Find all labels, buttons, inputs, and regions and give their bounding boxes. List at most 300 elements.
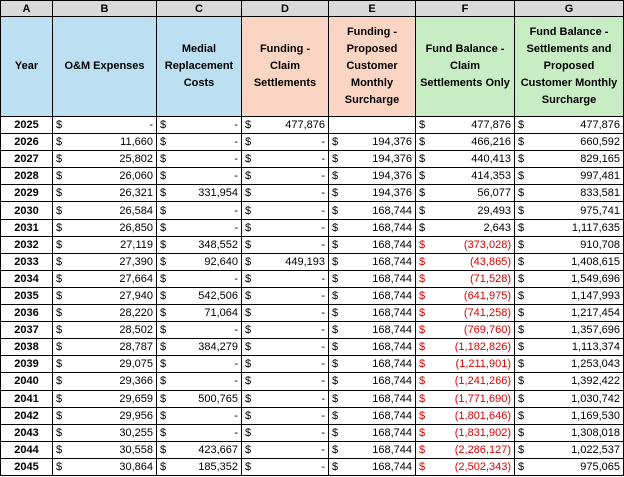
cell-funding-claim-settlements[interactable]	[242, 458, 329, 475]
currency-symbol: $	[419, 255, 426, 268]
currency-symbol: $	[419, 136, 426, 149]
cell-amount: 910,708	[580, 238, 620, 251]
cell-funding-proposed-surcharge[interactable]	[329, 390, 416, 407]
column-letter-a[interactable]: A	[1, 1, 53, 17]
cell-fund-balance-settlements-surcharge[interactable]	[515, 202, 624, 219]
cell-amount: 1,392,422	[571, 375, 620, 388]
cell-amount: 829,165	[580, 153, 620, 166]
cell-amount: 28,787	[119, 341, 153, 354]
cell-fund-balance-claim-only[interactable]	[416, 117, 515, 134]
cell-amount: 30,558	[119, 443, 153, 456]
cell-year[interactable]: 2043	[1, 424, 53, 441]
cell-amount: 477,876	[580, 119, 620, 132]
table-row	[1, 219, 624, 236]
cell-amount: 30,864	[119, 460, 153, 473]
cell-om-expenses[interactable]	[53, 356, 157, 373]
currency-symbol: $	[518, 341, 525, 354]
cell-fund-balance-claim-only[interactable]	[416, 458, 515, 475]
cell-funding-proposed-surcharge[interactable]	[329, 305, 416, 322]
cell-amount: 27,119	[120, 238, 153, 251]
currency-symbol: $	[332, 307, 339, 320]
cell-amount: -	[234, 426, 238, 439]
currency-symbol: $	[332, 324, 339, 337]
cell-fund-balance-settlements-surcharge[interactable]	[515, 390, 624, 407]
cell-fund-balance-settlements-surcharge[interactable]	[515, 322, 624, 339]
cell-om-expenses[interactable]	[53, 322, 157, 339]
cell-amount: 384,279	[198, 341, 238, 354]
currency-symbol: $	[419, 341, 426, 354]
cell-funding-claim-settlements[interactable]	[242, 219, 329, 236]
header-fund-balance-settlements-surcharge[interactable]: Fund Balance - Settlements and Proposed Customer Monthly Surcharge	[515, 17, 624, 117]
cell-amount: 2,643	[483, 221, 511, 234]
cell-funding-proposed-surcharge[interactable]	[329, 322, 416, 339]
currency-symbol: $	[160, 238, 167, 251]
cell-funding-claim-settlements[interactable]	[242, 322, 329, 339]
currency-symbol: $	[518, 307, 525, 320]
cell-om-expenses[interactable]	[53, 390, 157, 407]
cell-fund-balance-settlements-surcharge[interactable]	[515, 151, 624, 168]
cell-amount: 168,744	[372, 255, 412, 268]
cell-fund-balance-settlements-surcharge[interactable]	[515, 458, 624, 475]
currency-symbol: $	[245, 204, 252, 217]
cell-fund-balance-settlements-surcharge[interactable]	[515, 441, 624, 458]
table-row	[1, 117, 624, 134]
currency-symbol: $	[160, 221, 167, 234]
cell-amount: (1,241,266)	[454, 375, 511, 388]
cell-amount: -	[321, 170, 325, 183]
cell-om-expenses[interactable]	[53, 424, 157, 441]
table-row	[1, 339, 624, 356]
cell-medial-replacement-costs[interactable]	[157, 202, 242, 219]
cell-medial-replacement-costs[interactable]	[157, 270, 242, 287]
table-row	[1, 253, 624, 270]
cell-fund-balance-settlements-surcharge[interactable]	[515, 270, 624, 287]
cell-medial-replacement-costs[interactable]	[157, 236, 242, 253]
currency-symbol: $	[419, 153, 426, 166]
header-row	[1, 17, 624, 117]
cell-funding-claim-settlements[interactable]	[242, 441, 329, 458]
cell-fund-balance-claim-only[interactable]	[416, 322, 515, 339]
cell-funding-proposed-surcharge[interactable]	[329, 117, 416, 134]
cell-medial-replacement-costs[interactable]	[157, 305, 242, 322]
column-letter-d[interactable]: D	[242, 1, 329, 17]
cell-amount: 28,220	[119, 307, 153, 320]
cell-year[interactable]: 2037	[1, 322, 53, 339]
cell-medial-replacement-costs[interactable]	[157, 219, 242, 236]
cell-amount: 542,506	[198, 289, 238, 302]
cell-amount: 997,481	[580, 170, 620, 183]
table-row	[1, 373, 624, 390]
cell-amount: 168,744	[372, 358, 412, 371]
cell-fund-balance-claim-only[interactable]	[416, 270, 515, 287]
cell-funding-claim-settlements[interactable]	[242, 117, 329, 134]
cell-year[interactable]: 2026	[1, 134, 53, 151]
cell-fund-balance-settlements-surcharge[interactable]	[515, 287, 624, 304]
table-row	[1, 202, 624, 219]
table-row	[1, 356, 624, 373]
currency-symbol: $	[518, 426, 525, 439]
currency-symbol: $	[245, 289, 252, 302]
cell-amount: 477,876	[285, 119, 325, 132]
cell-fund-balance-claim-only[interactable]	[416, 305, 515, 322]
cell-year[interactable]: 2040	[1, 373, 53, 390]
table-row	[1, 441, 624, 458]
cell-fund-balance-settlements-surcharge[interactable]	[515, 373, 624, 390]
cell-amount: -	[234, 153, 238, 166]
header-fund-balance-claim-only[interactable]: Fund Balance - Claim Settlements Only	[416, 17, 515, 117]
currency-symbol: $	[419, 119, 426, 132]
cell-year[interactable]: 2038	[1, 339, 53, 356]
cell-amount: 194,376	[372, 136, 412, 149]
cell-funding-claim-settlements[interactable]	[242, 407, 329, 424]
cell-fund-balance-claim-only[interactable]	[416, 441, 515, 458]
cell-amount: -	[321, 307, 325, 320]
cell-funding-claim-settlements[interactable]	[242, 134, 329, 151]
cell-funding-claim-settlements[interactable]	[242, 185, 329, 202]
cell-amount: 29,493	[477, 204, 511, 217]
currency-symbol: $	[332, 426, 339, 439]
cell-funding-proposed-surcharge[interactable]	[329, 356, 416, 373]
cell-year[interactable]: 2041	[1, 390, 53, 407]
currency-symbol: $	[419, 221, 426, 234]
cell-funding-claim-settlements[interactable]	[242, 424, 329, 441]
cell-amount: -	[321, 153, 325, 166]
cell-fund-balance-claim-only[interactable]	[416, 407, 515, 424]
cell-funding-proposed-surcharge[interactable]	[329, 287, 416, 304]
cell-amount: 168,744	[372, 324, 412, 337]
cell-om-expenses[interactable]	[53, 236, 157, 253]
cell-year[interactable]: 2044	[1, 441, 53, 458]
cell-amount: -	[234, 204, 238, 217]
column-letter-f[interactable]: F	[416, 1, 515, 17]
currency-symbol: $	[332, 409, 339, 422]
currency-symbol: $	[56, 238, 63, 251]
cell-fund-balance-claim-only[interactable]	[416, 424, 515, 441]
cell-funding-claim-settlements[interactable]	[242, 168, 329, 185]
cell-fund-balance-claim-only[interactable]	[416, 202, 515, 219]
cell-fund-balance-settlements-surcharge[interactable]	[515, 117, 624, 134]
header-funding-proposed-surcharge[interactable]: Funding - Proposed Customer Monthly Surcharge	[329, 17, 416, 117]
cell-amount: 11,660	[120, 136, 153, 149]
cell-medial-replacement-costs[interactable]	[157, 287, 242, 304]
currency-symbol: $	[518, 204, 525, 217]
cell-fund-balance-settlements-surcharge[interactable]	[515, 236, 624, 253]
currency-symbol: $	[245, 136, 252, 149]
cell-fund-balance-settlements-surcharge[interactable]	[515, 185, 624, 202]
cell-medial-replacement-costs[interactable]	[157, 390, 242, 407]
cell-amount: 92,640	[204, 255, 238, 268]
cell-fund-balance-claim-only[interactable]	[416, 134, 515, 151]
currency-symbol: $	[419, 238, 426, 251]
cell-amount: 168,744	[372, 204, 412, 217]
cell-amount: 168,744	[372, 426, 412, 439]
currency-symbol: $	[160, 136, 167, 149]
cell-funding-claim-settlements[interactable]	[242, 305, 329, 322]
cell-year[interactable]: 2031	[1, 219, 53, 236]
cell-fund-balance-claim-only[interactable]	[416, 236, 515, 253]
cell-year[interactable]: 2033	[1, 253, 53, 270]
cell-year[interactable]: 2028	[1, 168, 53, 185]
cell-amount: (1,211,901)	[455, 358, 511, 371]
cell-amount: (43,865)	[470, 255, 511, 268]
cell-year[interactable]: 2035	[1, 287, 53, 304]
table-row	[1, 270, 624, 287]
cell-fund-balance-settlements-surcharge[interactable]	[515, 253, 624, 270]
table-row	[1, 168, 624, 185]
cell-medial-replacement-costs[interactable]	[157, 185, 242, 202]
currency-symbol: $	[332, 187, 339, 200]
cell-fund-balance-claim-only[interactable]	[416, 339, 515, 356]
cell-om-expenses[interactable]	[53, 270, 157, 287]
cell-amount: (1,831,902)	[454, 426, 511, 439]
cell-om-expenses[interactable]	[53, 117, 157, 134]
column-letter-g[interactable]: G	[515, 1, 624, 17]
column-letter-e[interactable]: E	[329, 1, 416, 17]
cell-funding-proposed-surcharge[interactable]	[329, 424, 416, 441]
currency-symbol: $	[332, 460, 339, 473]
cell-medial-replacement-costs[interactable]	[157, 458, 242, 475]
currency-symbol: $	[419, 443, 426, 456]
currency-symbol: $	[56, 170, 63, 183]
currency-symbol: $	[518, 289, 525, 302]
cell-amount: (2,286,127)	[454, 443, 511, 456]
cell-om-expenses[interactable]	[53, 441, 157, 458]
currency-symbol: $	[160, 153, 167, 166]
cell-om-expenses[interactable]	[53, 458, 157, 475]
table-row	[1, 236, 624, 253]
cell-medial-replacement-costs[interactable]	[157, 253, 242, 270]
cell-amount: 27,940	[119, 289, 153, 302]
currency-symbol: $	[332, 255, 339, 268]
cell-year[interactable]: 2032	[1, 236, 53, 253]
cell-fund-balance-settlements-surcharge[interactable]	[515, 339, 624, 356]
cell-medial-replacement-costs[interactable]	[157, 322, 242, 339]
header-om-expenses[interactable]: O&M Expenses	[53, 17, 157, 117]
cell-funding-claim-settlements[interactable]	[242, 236, 329, 253]
header-funding-claim-settlements[interactable]: Funding - Claim Settlements	[242, 17, 329, 117]
cell-funding-proposed-surcharge[interactable]	[329, 134, 416, 151]
cell-amount: 1,147,993	[571, 289, 620, 302]
currency-symbol: $	[245, 358, 252, 371]
table-row	[1, 390, 624, 407]
currency-symbol: $	[245, 392, 252, 405]
cell-om-expenses[interactable]	[53, 168, 157, 185]
cell-om-expenses[interactable]	[53, 253, 157, 270]
cell-om-expenses[interactable]	[53, 305, 157, 322]
currency-symbol: $	[518, 443, 525, 456]
cell-amount: 168,744	[372, 307, 412, 320]
currency-symbol: $	[160, 255, 167, 268]
cell-funding-proposed-surcharge[interactable]	[329, 270, 416, 287]
cell-amount: 1,253,043	[571, 358, 620, 371]
cell-fund-balance-settlements-surcharge[interactable]	[515, 424, 624, 441]
currency-symbol: $	[245, 187, 252, 200]
cell-year[interactable]: 2034	[1, 270, 53, 287]
cell-amount: 29,075	[119, 358, 153, 371]
header-medial-replacement-costs[interactable]: Medial Replacement Costs	[157, 17, 242, 117]
cell-amount: -	[234, 272, 238, 285]
currency-symbol: $	[518, 136, 525, 149]
cell-medial-replacement-costs[interactable]	[157, 424, 242, 441]
cell-medial-replacement-costs[interactable]	[157, 117, 242, 134]
cell-year[interactable]: 2045	[1, 458, 53, 475]
cell-medial-replacement-costs[interactable]	[157, 168, 242, 185]
currency-symbol: $	[518, 153, 525, 166]
cell-amount: -	[234, 221, 238, 234]
cell-amount: 168,744	[372, 460, 412, 473]
cell-funding-proposed-surcharge[interactable]	[329, 458, 416, 475]
currency-symbol: $	[56, 153, 63, 166]
table-row	[1, 287, 624, 304]
currency-symbol: $	[160, 375, 167, 388]
cell-funding-claim-settlements[interactable]	[242, 373, 329, 390]
cell-year[interactable]: 2030	[1, 202, 53, 219]
currency-symbol: $	[518, 324, 525, 337]
cell-om-expenses[interactable]	[53, 185, 157, 202]
cell-funding-claim-settlements[interactable]	[242, 339, 329, 356]
cell-amount: 168,744	[372, 443, 412, 456]
currency-symbol: $	[245, 221, 252, 234]
cell-amount: 26,850	[119, 221, 153, 234]
cell-amount: 168,744	[372, 238, 412, 251]
cell-funding-proposed-surcharge[interactable]	[329, 441, 416, 458]
header-year[interactable]: Year	[1, 17, 53, 117]
currency-symbol: $	[245, 238, 252, 251]
cell-fund-balance-settlements-surcharge[interactable]	[515, 305, 624, 322]
currency-symbol: $	[419, 426, 426, 439]
cell-amount: (769,760)	[463, 324, 511, 337]
cell-amount: -	[321, 375, 325, 388]
currency-symbol: $	[56, 307, 63, 320]
cell-funding-claim-settlements[interactable]	[242, 390, 329, 407]
cell-om-expenses[interactable]	[53, 287, 157, 304]
cell-funding-proposed-surcharge[interactable]	[329, 202, 416, 219]
currency-symbol: $	[332, 358, 339, 371]
cell-funding-claim-settlements[interactable]	[242, 202, 329, 219]
cell-amount: -	[321, 409, 325, 422]
currency-symbol: $	[56, 187, 63, 200]
cell-fund-balance-claim-only[interactable]	[416, 390, 515, 407]
cell-amount: -	[234, 409, 238, 422]
cell-amount: 26,584	[119, 204, 153, 217]
cell-amount: 26,060	[119, 170, 153, 183]
cell-medial-replacement-costs[interactable]	[157, 441, 242, 458]
cell-fund-balance-claim-only[interactable]	[416, 168, 515, 185]
cell-fund-balance-claim-only[interactable]	[416, 151, 515, 168]
cell-medial-replacement-costs[interactable]	[157, 407, 242, 424]
cell-fund-balance-claim-only[interactable]	[416, 185, 515, 202]
cell-funding-proposed-surcharge[interactable]	[329, 236, 416, 253]
cell-funding-claim-settlements[interactable]	[242, 253, 329, 270]
cell-amount: 28,502	[119, 324, 153, 337]
cell-funding-claim-settlements[interactable]	[242, 151, 329, 168]
cell-om-expenses[interactable]	[53, 151, 157, 168]
currency-symbol: $	[56, 324, 63, 337]
cell-amount: 168,744	[372, 409, 412, 422]
cell-fund-balance-settlements-surcharge[interactable]	[515, 356, 624, 373]
cell-amount: 414,353	[471, 170, 511, 183]
currency-symbol: $	[332, 341, 339, 354]
table-row	[1, 407, 624, 424]
cell-fund-balance-settlements-surcharge[interactable]	[515, 407, 624, 424]
cell-funding-proposed-surcharge[interactable]	[329, 373, 416, 390]
cell-funding-proposed-surcharge[interactable]	[329, 151, 416, 168]
currency-symbol: $	[419, 375, 426, 388]
cell-fund-balance-claim-only[interactable]	[416, 253, 515, 270]
currency-symbol: $	[245, 460, 252, 473]
cell-amount: 71,064	[204, 307, 238, 320]
cell-fund-balance-claim-only[interactable]	[416, 373, 515, 390]
cell-funding-claim-settlements[interactable]	[242, 270, 329, 287]
currency-symbol: $	[518, 170, 525, 183]
cell-om-expenses[interactable]	[53, 219, 157, 236]
cell-year[interactable]: 2036	[1, 305, 53, 322]
cell-funding-proposed-surcharge[interactable]	[329, 185, 416, 202]
cell-funding-proposed-surcharge[interactable]	[329, 253, 416, 270]
cell-funding-claim-settlements[interactable]	[242, 356, 329, 373]
cell-funding-proposed-surcharge[interactable]	[329, 168, 416, 185]
table-row	[1, 424, 624, 441]
currency-symbol: $	[518, 409, 525, 422]
cell-funding-proposed-surcharge[interactable]	[329, 407, 416, 424]
cell-funding-proposed-surcharge[interactable]	[329, 339, 416, 356]
cell-om-expenses[interactable]	[53, 339, 157, 356]
cell-om-expenses[interactable]	[53, 407, 157, 424]
cell-medial-replacement-costs[interactable]	[157, 151, 242, 168]
currency-symbol: $	[518, 460, 525, 473]
cell-amount: 975,741	[580, 204, 620, 217]
currency-symbol: $	[56, 119, 63, 132]
cell-amount: -	[321, 289, 325, 302]
cell-medial-replacement-costs[interactable]	[157, 134, 242, 151]
cell-medial-replacement-costs[interactable]	[157, 373, 242, 390]
cell-year[interactable]: 2042	[1, 407, 53, 424]
cell-amount: (2,502,343)	[454, 460, 511, 473]
currency-symbol: $	[332, 204, 339, 217]
currency-symbol: $	[56, 221, 63, 234]
cell-year[interactable]: 2027	[1, 151, 53, 168]
cell-fund-balance-settlements-surcharge[interactable]	[515, 134, 624, 151]
cell-amount: 1,308,018	[571, 426, 620, 439]
column-letter-b[interactable]: B	[53, 1, 157, 17]
cell-funding-claim-settlements[interactable]	[242, 287, 329, 304]
cell-amount: -	[321, 204, 325, 217]
currency-symbol: $	[245, 426, 252, 439]
cell-medial-replacement-costs[interactable]	[157, 339, 242, 356]
cell-om-expenses[interactable]	[53, 134, 157, 151]
cell-year[interactable]: 2029	[1, 185, 53, 202]
currency-symbol: $	[56, 443, 63, 456]
currency-symbol: $	[160, 324, 167, 337]
cell-medial-replacement-costs[interactable]	[157, 356, 242, 373]
currency-symbol: $	[160, 409, 167, 422]
cell-fund-balance-claim-only[interactable]	[416, 287, 515, 304]
cell-year[interactable]: 2039	[1, 356, 53, 373]
cell-amount: -	[321, 187, 325, 200]
cell-fund-balance-claim-only[interactable]	[416, 356, 515, 373]
cell-amount: 449,193	[285, 255, 325, 268]
cell-om-expenses[interactable]	[53, 373, 157, 390]
cell-funding-proposed-surcharge[interactable]	[329, 219, 416, 236]
column-letter-c[interactable]: C	[157, 1, 242, 17]
cell-fund-balance-settlements-surcharge[interactable]	[515, 168, 624, 185]
cell-amount: (71,528)	[470, 272, 511, 285]
cell-fund-balance-claim-only[interactable]	[416, 219, 515, 236]
cell-fund-balance-settlements-surcharge[interactable]	[515, 219, 624, 236]
cell-amount: (641,975)	[463, 289, 511, 302]
cell-year[interactable]: 2025	[1, 117, 53, 134]
cell-om-expenses[interactable]	[53, 202, 157, 219]
